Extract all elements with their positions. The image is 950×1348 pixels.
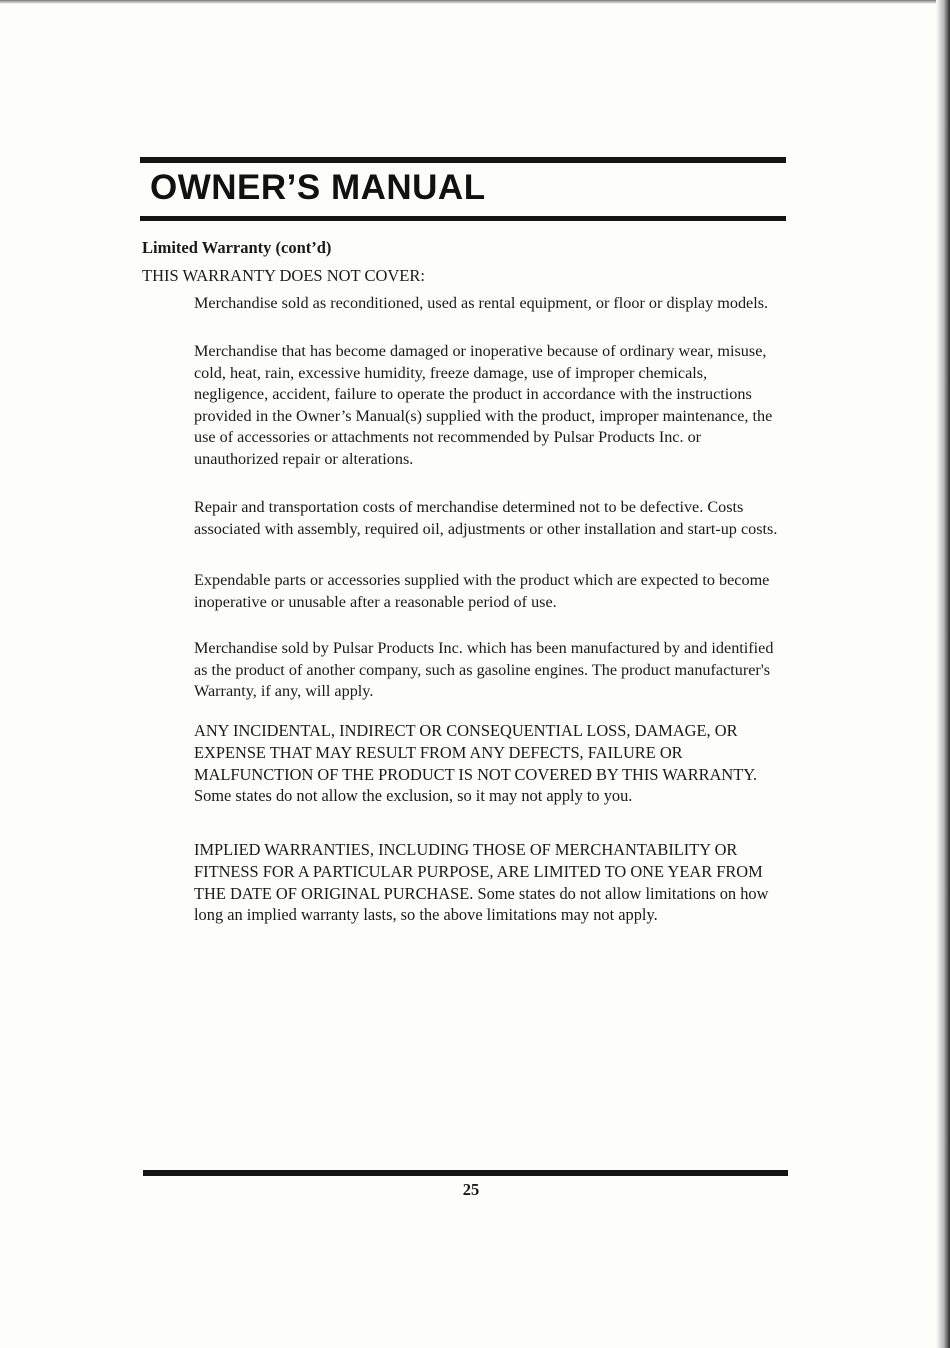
- page-number: 25: [462, 1180, 480, 1199]
- scan-top-edge: [0, 0, 950, 4]
- scan-right-edge: [936, 0, 950, 1348]
- header-bottom-rule: [140, 216, 786, 221]
- consequential-loss-disclaimer: ANY INCIDENTAL, INDIRECT OR CONSEQUENTIAL LOSS, DAMAGE, OR EXPENSE THAT MAY RESULT FROM ANY DEFECTS, FAILURE OR MALFUNCTION OF THE PRODUCT IS NOT COVERED BY THIS WARRANTY. Some states do not allow the exclusion, so it may not apply to you.: [194, 721, 758, 806]
- footer-rule: [143, 1170, 788, 1176]
- exclusion-paragraph: Merchandise that has become damaged or inoperative because of ordinary wear, misuse, cold, heat, rain, excessive humidity, freeze damage, use of improper chemicals, negligence, accident, failure to operate the product in accordance with the instructions provided in the Owner’s Manual(s) supplied with the product, improper maintenance, the use of accessories or attachments not recommended by Pulsar Products Inc. or unauthorized repair or alterations.: [194, 342, 773, 468]
- section-heading: Limited Warranty (cont’d): [142, 238, 332, 257]
- exclusion-paragraph: Merchandise sold by Pulsar Products Inc. which has been manufactured by and identified as the product of another company, such as gasoline engines. The product manufacturer's Warranty, if any, will apply.: [194, 639, 774, 700]
- exclusion-paragraph: Expendable parts or accessories supplied with the product which are expected to become inoperative or unusable after a reasonable period of use.: [194, 571, 770, 611]
- implied-warranty-disclaimer: IMPLIED WARRANTIES, INCLUDING THOSE OF MERCHANTABILITY OR FITNESS FOR A PARTICULAR PURPOSE, ARE LIMITED TO ONE YEAR FROM THE DATE OF ORIGINAL PURCHASE. Some states do not allow limitations on how long an implied warranty lasts, so the above limitations may not apply.: [194, 840, 769, 925]
- exclusion-paragraph: Merchandise sold as reconditioned, used as rental equipment, or floor or display models.: [194, 294, 769, 312]
- exclusions-intro: THIS WARRANTY DOES NOT COVER:: [142, 266, 425, 285]
- header-top-rule: [140, 157, 786, 163]
- exclusion-paragraph: Repair and transportation costs of merchandise determined not to be defective. Costs associated with assembly, required oil, adjustments or other installation and start-up costs.: [194, 498, 778, 538]
- manual-title: OWNER’S MANUAL: [150, 168, 486, 207]
